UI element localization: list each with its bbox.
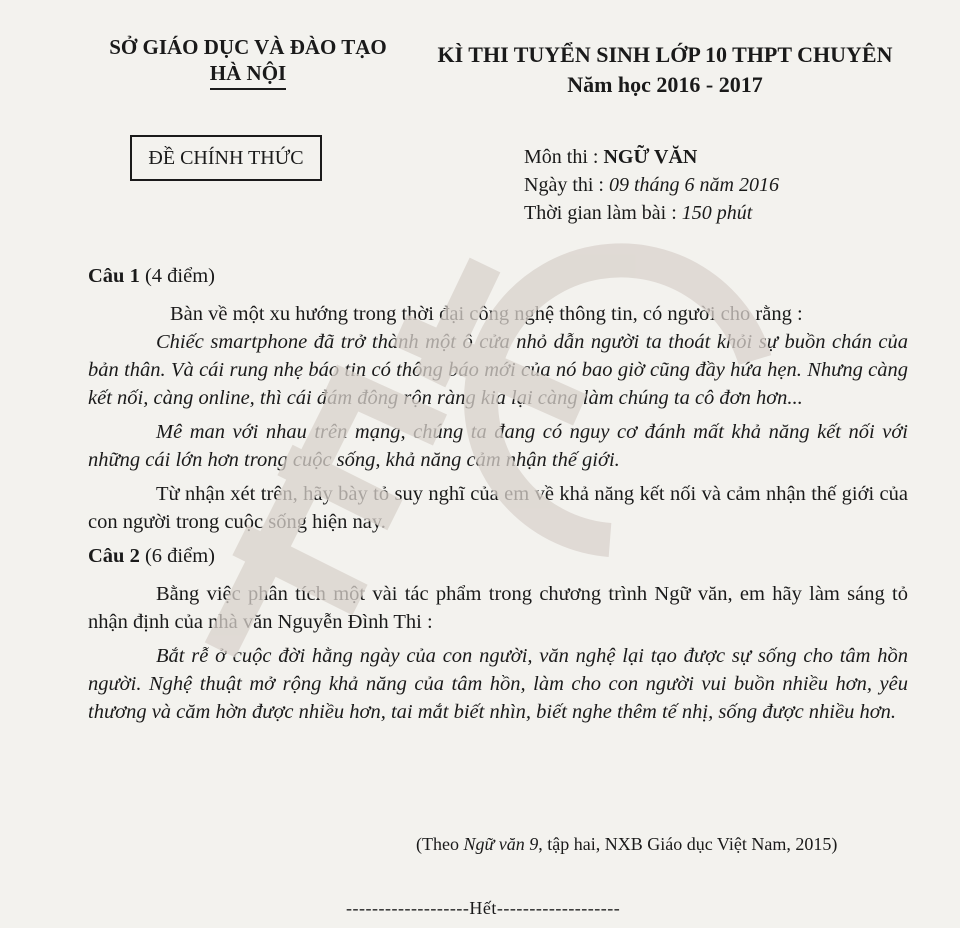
citation-book: Ngữ văn 9 bbox=[463, 834, 539, 854]
time-label: Thời gian làm bài : bbox=[524, 202, 682, 224]
question2-quote: Bắt rễ ở cuộc đời hằng ngày của con người, văn nghệ lại tạo được sự sống cho tâm hồn người. Nghệ thuật mở rộng khả năng của tâm hồn, làm cho con người vui buồn nhiều hơn, yêu thương và căm hờn được nhiều hơn, tai mắt biết nhìn, biết nghe thêm tế nhị, sống được nhiều hơn. bbox=[88, 645, 908, 723]
department-name: SỞ GIÁO DỤC VÀ ĐÀO TẠO bbox=[109, 35, 387, 59]
question1-points: (4 điểm) bbox=[139, 265, 215, 287]
subject-value: NGỮ VĂN bbox=[603, 146, 698, 168]
question1-title: Câu 1 bbox=[88, 265, 140, 287]
end-mark: -------------------Hết------------------- bbox=[346, 898, 621, 918]
official-label: ĐỀ CHÍNH THỨC bbox=[130, 135, 322, 181]
subject-label: Môn thi : bbox=[524, 146, 604, 168]
date-value: 09 tháng 6 năm 2016 bbox=[609, 174, 779, 196]
citation-prefix: (Theo bbox=[416, 834, 464, 854]
exam-body bbox=[88, 262, 908, 726]
department-header bbox=[88, 34, 408, 90]
question1-task: Từ nhận xét trên, hãy bày tỏ suy nghĩ của em về khả năng kết nối và cảm nhận thế giới của con người trong cuộc sống hiện nay. bbox=[88, 483, 908, 533]
date-label: Ngày thi : bbox=[524, 174, 609, 196]
question2-title: Câu 2 bbox=[88, 545, 140, 567]
school-year: Năm học 2016 - 2017 bbox=[567, 72, 763, 97]
question1-quote-1: Chiếc smartphone đã trở thành một ô cửa nhỏ dẫn người ta thoát khỏi sự buồn chán của bản thân. Và cái rung nhẹ báo tin có thông báo mới của nó bao giờ cũng đầy hứa hẹn. Nhưng càng kết nối, càng online, thì cái đám đông rộn ràng kia lại càng làm chúng ta cô đơn hơn... bbox=[88, 331, 908, 409]
question1-heading bbox=[88, 262, 908, 290]
question1-quote-2: Mê man với nhau trên mạng, chúng ta đang có nguy cơ đánh mất khả năng kết nối với những cái lớn hơn trong cuộc sống, khả năng cảm nhận thế giới. bbox=[88, 421, 908, 471]
exam-info bbox=[524, 143, 924, 227]
question2-points: (6 điểm) bbox=[139, 545, 215, 567]
city-name: HÀ NỘI bbox=[210, 60, 286, 90]
exam-header bbox=[420, 40, 910, 100]
citation bbox=[416, 832, 837, 856]
question1-intro: Bàn về một xu hướng trong thời đại công nghệ thông tin, có người cho rằng : bbox=[170, 303, 803, 325]
time-value: 150 phút bbox=[681, 202, 753, 224]
subject-line bbox=[524, 143, 924, 171]
exam-title: KÌ THI TUYỂN SINH LỚP 10 THPT CHUYÊN bbox=[437, 42, 893, 67]
question2-heading bbox=[88, 542, 908, 570]
time-line bbox=[524, 199, 924, 227]
date-line bbox=[524, 171, 924, 199]
citation-suffix: , tập hai, NXB Giáo dục Việt Nam, 2015) bbox=[538, 834, 838, 854]
question2-intro: Bằng việc phân tích một vài tác phẩm trong chương trình Ngữ văn, em hãy làm sáng tỏ nhận định của nhà văn Nguyễn Đình Thi : bbox=[88, 583, 908, 633]
